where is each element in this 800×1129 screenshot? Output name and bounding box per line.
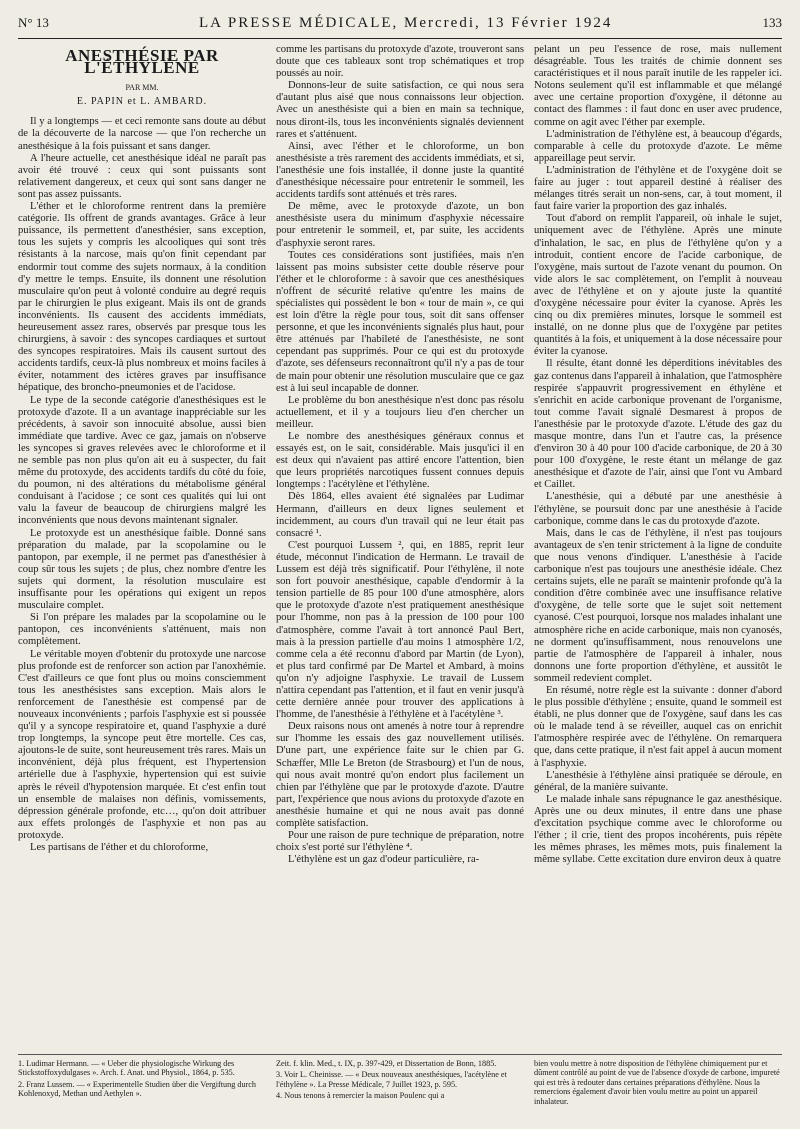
article-columns (18, 44, 782, 1048)
paragraph: Pour une raison de pure technique de préparation, notre choix s'est porté sur l'éthylène ⁴. (276, 830, 524, 854)
paragraph: Dès 1864, elles avaient été signalées par Ludimar Hermann, d'ailleurs en deux lignes seulement et incidemment, au cours d'un travail qui ne leur était pas consacré ¹. (276, 491, 524, 539)
paragraph: De même, avec le protoxyde d'azote, un bon anesthésiste usera du minimum d'asphyxie nécessaire pour entretenir le sommeil, et, par suite, les accidents d'asphyxie seront rares. (276, 201, 524, 249)
paragraph: Il y a longtemps — et ceci remonte sans doute au début de la découverte de la narcose — que l'on recherche un anesthésique à la fois puissant et sans danger. (18, 116, 266, 152)
paragraph: En résumé, notre règle est la suivante : donner d'abord le plus possible d'éthylène ; ensuite, quand le sommeil est établi, ne plus donner que de l'oxygène, sauf dans les cas où le malade tend à se réveiller, auquel cas on enrichit l'atmosphère respirée avec de l'éthylène. On remarquera que, dans cette pratique, il n'est fait appel à aucun moment à l'asphyxie. (534, 684, 782, 769)
column-2 (276, 44, 524, 1048)
footnote: Zeit. f. klin. Med., t. IX, p. 397-429, et Dissertation de Bonn, 1885. (276, 1059, 497, 1068)
paragraph: pelant un peu l'essence de rose, mais nullement désagréable. Tous les traités de chimie donnent ses caractéristiques et il nous paraît inutile de les rappeler ici. Notons seulement qu'il est inflammable et que mélangé avec une certaine proportion d'oxygène, il détonne au contact des flammes : il faut donc en user avec prudence, comme on agit avec l'éther par exemple. (534, 44, 782, 128)
footnotes-column-1 (18, 1059, 266, 1129)
paragraph: Il résulte, étant donné les déperditions inévitables des gaz contenus dans l'appareil à inhalation, que l'atmosphère respirée s'appauvrit progressivement en éthylène et s'enrichit en acide carbonique provenant de l'organisme, tout comme l'avait signalé Desmarest à propos de l'anesthésie par le protoxyde d'azote. L'étude des gaz du masque montre, dans l'un et l'autre cas, la présence d'environ 30 à 40 pour 100 d'acide carbonique, de 20 à 30 pour 100 d'oxygène, le reste étant un mélange de gaz anesthésique et d'azote de l'air, ainsi que l'ont vu Ambard et Caillet. (534, 358, 782, 491)
paragraph: Deux raisons nous ont amenés à notre tour à reprendre sur l'homme les essais des gaz nouvellement utilisés. D'une part, une expérience faite sur le chien par G. Schæffer, Mlle Le Breton (de Strasbourg) et l'un de nous, qui nous avait montré qu'on endort plus facilement un chien par l'éthylène que par le protoxyde d'azote. D'autre part, l'expérience que nous avions du protoxyde d'azote en anesthésie humaine et qui ne nous avait pas donné complète satisfaction. (276, 721, 524, 829)
paragraph: Le nombre des anesthésiques généraux connus et essayés est, on le sait, considérable. Mais jusqu'ici il en est deux qui n'avaient pas attiré encore l'attention, bien que leurs propriétés narcotiques fussent connues depuis longtemps : l'acétylène et l'éthylène. (276, 431, 524, 491)
paragraph: comme les partisans du protoxyde d'azote, trouveront sans doute que ces tableaux sont trop schématiques et trop poussés au noir. (276, 44, 524, 80)
paragraph: A l'heure actuelle, cet anesthésique idéal ne paraît pas avoir été trouvé : ceux qui sont puissants sont relativement dangereux, et ceux qui sont sans danger ne sont pas assez puissants. (18, 152, 266, 200)
footnotes (18, 1054, 782, 1129)
header-rule (18, 38, 782, 39)
paragraph: Le malade inhale sans répugnance le gaz anesthésique. Après une ou deux minutes, il entre dans une phase d'excitation psychique comme avec le chloroforme ou l'éther ; il crie, tient des propos incohérents, puis répète les mêmes phrases, les mêmes mots, puis finalement la même syllabe. Cette excitation dure environ deux à quatre (534, 793, 782, 866)
footnote: 2. Franz Lussem. — « Experimentelle Studien über die Vergiftung durch Kohlenoxyd, Methan und Aethylen ». (18, 1079, 256, 1099)
paragraph: Mais, dans le cas de l'éthylène, il n'est pas toujours avantageux de s'en tenir strictement à la ligne de conduite que nous venons d'indiquer. L'anesthésie à l'acide carbonique n'est pas toujours une anesthésie idéale. Chez certains sujets, elle ne paraît se maintenir profonde qu'à la condition d'être combinée avec une insuffisance relative d'oxygène, de telle sorte que le sujet soit nettement cyanosé. C'est pourquoi, lorsque nos malades inhalant une atmosphère riche en acide carbonique, mais non cyanosés, ne dorment qu'insuffisamment, nous renouvelons une partie de l'atmosphère de l'appareil à inhaler, nous donnons une forte proportion d'éthylène, et aussitôt le sommeil redevient complet. (534, 527, 782, 684)
footnote: 1. Ludimar Hermann. — « Ueber die physiologische Wirkung des Stickstoffoxydulgases ». Arch. f. Anat. und Physiol., 1864, p. 535. (18, 1059, 235, 1078)
paragraph: L'administration de l'éthylène et de l'oxygène doit se faire au juger : tout appareil destiné à réaliser des mélanges titrés serait un non-sens, car, à tout moment, il faut faire varier la proportion des gaz inhalés. (534, 164, 782, 213)
footnote: 4. Nous tenons à remercier la maison Poulenc qui a (276, 1091, 445, 1101)
article-title: ANESTHÉSIE PAR L'ÉTHYLÈNE (65, 46, 219, 78)
paragraph: Toutes ces considérations sont justifiées, mais n'en laissent pas moins subsister cette double réserve pour l'éther et le chloroforme : à savoir que ces anesthésiques n'offrent de sécurité relative qu'entre les mains de spécialistes qui possèdent le bon « tour de main », ce qui est loin d'être la règle pour tous, soit dit sans offenser personne, et que les inconvénients signalés plus haut, pour être atténués par l'habileté de l'anesthésiste, ne sont cependant pas supprimés. Pour ce qui est du protoxyde d'azote, ses défenseurs reconnaîtront qu'il n'y a pas de tour de main pour obtenir une résolution musculaire que ce gaz est à lui seul incapable de donner. (276, 249, 524, 394)
column-1 (18, 44, 266, 1048)
footnote: 3. Voir L. Cheinisse. — « Deux nouveaux anesthésiques, l'acétylène et l'éthylène ». La Presse Médicale, 7 Juillet 1923, p. 595. (276, 1070, 507, 1089)
paragraph: L'administration de l'éthylène est, à beaucoup d'égards, comparable à celle du protoxyde d'azote. Le même appareillage peut servir. (534, 128, 782, 164)
article-authors: E. PAPIN et L. AMBARD. (76, 96, 208, 108)
issue-number: N° 13 (18, 15, 49, 30)
paragraph: Le problème du bon anesthésique n'est donc pas résolu actuellement, et il y a toujours lieu d'en chercher un meilleur. (276, 394, 524, 430)
footnotes-column-3 (534, 1059, 782, 1129)
paragraph: Le véritable moyen d'obtenir du protoxyde une narcose plus profonde est de renforcer son action par l'anoxhémie. C'est d'ailleurs ce que font plus ou moins consciemment tous les anesthésistes sans exception. Mais alors le renforcement de l'anesthésie est compensé par de nouveaux inconvénients ; parfois l'asphyxie est si poussée qu'il y a syncope respiratoire et, quand l'asphyxie a duré trop longtemps, la syncope peut être mortelle. Ces cas, ajoutons-le de suite, sont heureusement très rares. Mais un inconvénient, déjà plus fréquent, est l'hypertension artérielle due à l'asphyxie, hypertension qui est suivie après le réveil d'hypotension marquée. Et c'est enfin tout un ensemble de malaises non définis, vomissements, dépression générale profonde, etc…, qu'on doit attribuer aux effets prolongés de l'asphyxie et non pas au protoxyde. (18, 648, 266, 841)
paragraph: Les partisans de l'éther et du chloroforme, (30, 842, 209, 853)
paragraph: C'est pourquoi Lussem ², qui, en 1885, reprit leur étude, méconnut l'indication de Hermann. Le travail de Lussem est déjà très significatif. Pour l'éthylène, il note son fort pouvoir anesthésique, capable d'endormir à la tension partielle de 85 pour 100 d'une atmosphère, alors que le protoxyde d'azote n'est pratiquement anesthésique pour l'homme, non pas à la pression de 100 pour 100 d'atmosphère, comme l'avait à tort annoncé Paul Bert, mais à la pression partielle d'au moins 1 atmosphère 1/2, comme cela a été reconnu d'abord par Martin (de Lyon), et plus tard confirmé par De Martel et Ambard, à moins qu'on n'y adjoigne l'asphyxie. Le travail de Lussem n'attira cependant pas l'attention, et il faut en venir jusqu'à cette dernière année pour trouver des applications à l'homme, de l'anesthésie à l'éthylène et à l'acétylène ³. (276, 539, 524, 721)
running-header (18, 10, 782, 36)
paragraph: Le protoxyde est un anesthésique faible. Donné sans préparation du malade, par la scopolamine ou le pantopon, par exemple, il ne permet pas d'anesthésier à coup sûr tous les sujets ; de plus, chez nombre d'entre les sujets qui dorment, la résolution musculaire est insuffisante pour les opérations qui exigent un repos musculaire complet. (18, 527, 266, 612)
paragraph: Ainsi, avec l'éther et le chloroforme, un bon anesthésiste a très rarement des accidents immédiats, et si, l'anesthésie une fois installée, il donne juste la quantité d'anesthésique nécessaire pour entretenir le sommeil, les accidents tardifs sont atténués et très rares. (276, 140, 524, 201)
journal-title: LA PRESSE MÉDICALE, Mercredi, 13 Février 1924 (199, 14, 613, 31)
column-3 (534, 44, 782, 1048)
footnote: bien voulu mettre à notre disposition de l'éthylène chimiquement pur et dûment contrôlé au point de vue de l'absence d'oxyde de carbone, impureté qui est très à redouter dans certaines préparations d'éthylène. Nous la remercions également d'avoir bien voulu mettre au point un appareil inhalateur. (534, 1059, 780, 1106)
paragraph: Donnons-leur de suite satisfaction, ce qui nous sera d'autant plus aisé que nous connaissons leur objection. Avec un anesthésiste qui a bien en main sa technique, nous diront-ils, tous les inconvénients signalés deviennent rares et s'atténuent. (276, 80, 524, 140)
paragraph: L'éther et le chloroforme rentrent dans la première catégorie. Ils offrent de grands avantages. Grâce à leur puissance, ils permettent d'anesthésier, sans exception, tous les sujets y compris les alcooliques qui sont très résistants à la narcose, mais qu'on finit cependant par endormir tout comme des sujets normaux, à la condition d'y mettre le temps. Ensuite, ils donnent une résolution musculaire qu'on peut à volonté conduire au degré requis par le chirurgien le plus exigeant. Mais ils ont de grands inconvénients. Ils causent des accidents immédiats, heureusement assez rares, observés par presque tous les chirurgiens, à savoir : des syncopes cardiaques et surtout des syncopes respiratoires. Mais ils causent surtout des accidents tardifs, ceux-là plus nombreux et moins faciles à éviter, notamment des ictères graves par insuffisance hépatique, des broncho-pneumonies et de l'acidose. (18, 201, 266, 394)
paragraph: L'anesthésie, qui a débuté par une anesthésie à l'éthylène, se poursuit donc par une anesthésie à l'acide carbonique, comme dans le cas du protoxyde d'azote. (534, 491, 782, 527)
paragraph: Si l'on prépare les malades par la scopolamine ou le pantopon, ces inconvénients s'atténuent, mais non complètement. (18, 612, 266, 648)
paragraph: Le type de la seconde catégorie d'anesthésiques est le protoxyde d'azote. Il a un avantage inappréciable sur les précédents, à savoir son innocuité absolue, aussi bien immédiate que tardive. Avec ce gaz, jamais on n'observe les syncopes si graves relevées avec le chloroforme et il ne semble pas non plus qu'on ait eu à suspecter, du fait même du protoxyde, des accidents tardifs du côté du foie, du poumon, ni des altérations du métabolisme général conduisant à l'acidose ; ce sont ces qualités qui lui ont valu la faveur de beaucoup de chirurgiens malgré les inconvénients que nous devons maintenant signaler. (18, 394, 266, 527)
paragraph: L'anesthésie à l'éthylène ainsi pratiquée se déroule, en général, de la manière suivante. (534, 769, 782, 793)
paragraph: L'éthylène est un gaz d'odeur particulière, ra- (288, 854, 480, 866)
par-mm: PAR MM. (125, 83, 159, 93)
footnotes-column-2 (276, 1059, 524, 1129)
paragraph: Tout d'abord on remplit l'appareil, où inhale le sujet, uniquement avec de l'éthylène. Après une minute d'inhalation, le sac, en plus de l'éthylène qu'on y a introduit, contient encore de l'acide carbonique, de l'oxygène, mais surtout de l'azote venant du poumon. On vide alors le sac complètement, on l'emplit à nouveau avec de l'éthylène et on y ajoute juste la quantité d'oxygène nécessaire pour éviter la cyanose. Après les cinq ou dix premières minutes, lorsque le sommeil est installé, on ne donne plus que de l'oxygène par petites quantités à la fois, et uniquement à la dose nécessaire pour éviter la cyanose. (534, 213, 782, 358)
page-number: 133 (762, 15, 782, 30)
